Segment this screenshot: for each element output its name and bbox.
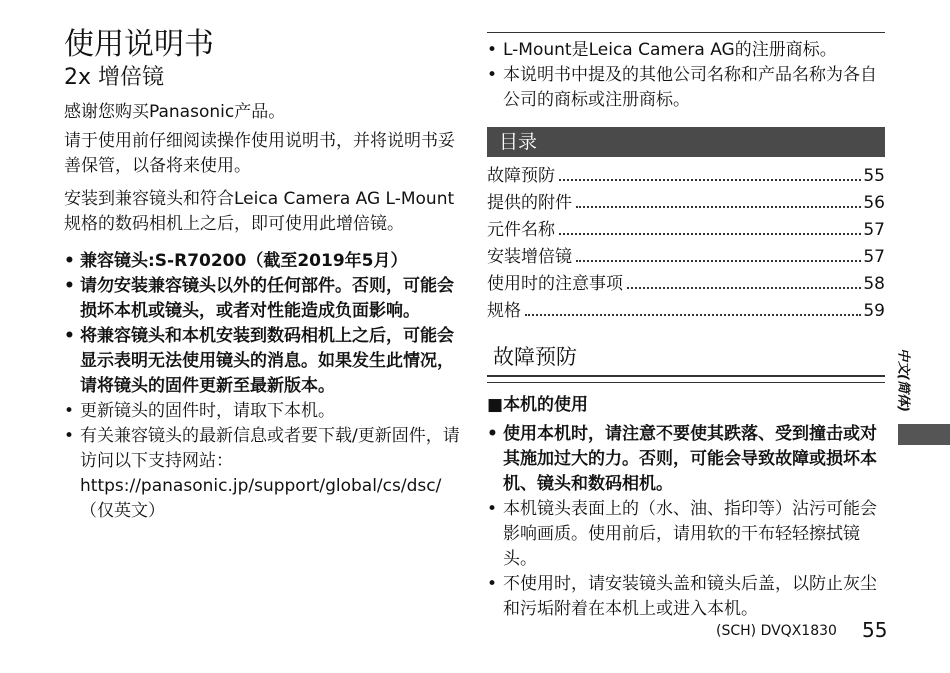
toc-heading: 目录 [487,127,885,157]
right-column [487,38,885,622]
list-item: • L-Mount是Leica Camera AG的注册商标。 [487,38,885,63]
support-site-text: 有关兼容镜头的最新信息或者要下载/更新固件，请访问以下支持网站： [80,426,460,471]
left-column [64,28,464,524]
toc-page: 57 [863,247,885,267]
toc-entry [487,217,885,244]
toc-label: 规格 [487,301,521,321]
document-code: (SCH) DVQX1830 [716,623,837,639]
language-label [893,325,917,435]
toc-entry [487,271,885,298]
leader-dots [559,232,861,235]
toc-entry [487,163,885,190]
list-item: • 本机镜头表面上的（水、油、指印等）沾污可能会影响画质。使用前后，请用软的干布轻轻擦拭镜头。 [487,497,885,572]
leader-dots [576,205,861,208]
intro-paragraph-2: 请于使用前仔细阅读操作使用说明书，并将说明书妥善保管，以备将来使用。 [64,131,455,176]
list-item [64,424,464,524]
section-title: 故障预防 [493,345,577,369]
square-bullet-icon: ■ [487,395,504,415]
subsection-title: 本机的使用 [503,395,589,415]
list-item: • 本说明书中提及的其他公司名称和产品名称为各自公司的商标或注册商标。 [487,63,885,113]
toc-page: 56 [863,193,885,213]
language-label-text: 中文(简体) [895,348,911,412]
intro-paragraph-1: 感谢您购买Panasonic产品。 [64,102,286,122]
subsection-heading [487,393,885,418]
trademark-list [487,38,885,113]
list-item: • 请勿安装兼容镜头以外的任何部件。否则，可能会损坏本机或镜头，或者对性能造成负面影响。 [64,274,464,324]
leader-dots [525,313,861,316]
leader-dots [576,259,861,262]
toc-entry [487,244,885,271]
toc-label: 使用时的注意事项 [487,274,623,294]
top-divider [487,32,885,33]
section-divider [487,375,885,383]
intro-paragraph-3: 安装到兼容镜头和符合Leica Camera AG L-Mount规格的数码相机上之后，即可使用此增倍镜。 [64,189,455,234]
toc-entry [487,190,885,217]
toc-page: 59 [863,301,885,321]
list-item: • 不使用时，请安装镜头盖和镜头后盖，以防止灰尘和污垢附着在本机上或进入本机。 [487,572,885,622]
english-only-note: （仅英文） [80,501,165,521]
leader-dots [627,286,861,289]
toc-label: 提供的附件 [487,193,572,213]
toc-label: 元件名称 [487,220,555,240]
list-item: • 更新镜头的固件时，请取下本机。 [64,399,464,424]
document-subtitle: 2x 增倍镜 [64,65,165,90]
toc-page: 58 [863,274,885,294]
usage-list [487,422,885,622]
leader-dots [559,178,861,181]
language-tab [898,424,950,445]
list-item: • 将兼容镜头和本机安装到数码相机上之后，可能会显示表明无法使用镜头的消息。如果发生此情况，请将镜头的固件更新至最新版本。 [64,324,464,399]
list-item: • 兼容镜头:S-R70200（截至2019年5月） [64,249,464,274]
toc-page: 55 [863,166,885,186]
support-url: https://panasonic.jp/support/global/cs/dsc/ [80,476,442,496]
toc-entry [487,298,885,325]
toc-label: 安装增倍镜 [487,247,572,267]
page-number: 55 [862,618,888,642]
notes-list [64,249,464,524]
table-of-contents [487,163,885,325]
document-title: 使用说明书 [64,27,214,62]
toc-label: 故障预防 [487,166,555,186]
toc-page: 57 [863,220,885,240]
list-item: • 使用本机时，请注意不要使其跌落、受到撞击或对其施加过大的力。否则，可能会导致故障或损坏本机、镜头和数码相机。 [487,422,885,497]
